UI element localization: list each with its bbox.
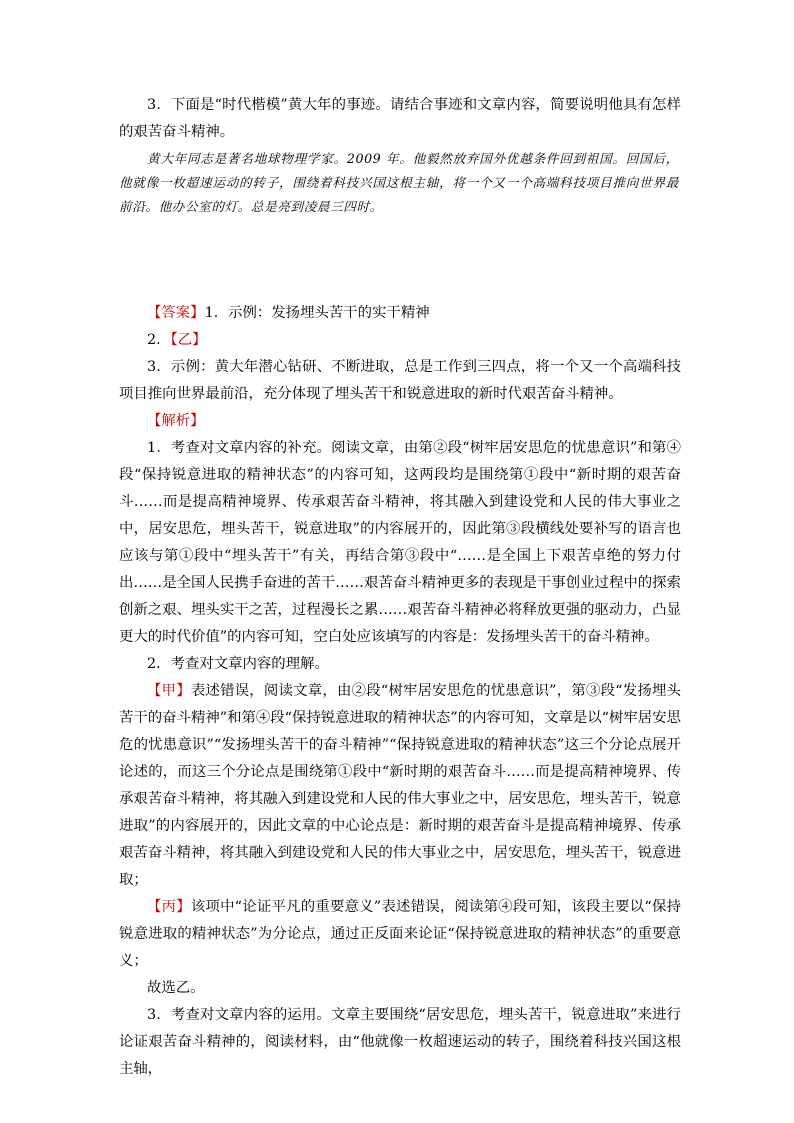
option-jia-tag: 【甲】: [147, 683, 191, 699]
option-bing-text: 该项中“论证平凡的重要意义”表述错误，阅读第④段可知，该段主要以“保持锐意进取的精神状态”为分论点，通过正反面来论证“保持锐意进取的精神状态”的重要意义；: [119, 899, 681, 969]
answer-item-2-value: 【乙】: [170, 332, 207, 348]
analysis-paragraph-6: 3．考查对文章内容的运用。文章主要围绕“居安思危，埋头苦干，锐意进取”来进行论证艰苦奋斗精神的，阅读材料，由“他就像一枚超速运动的转子，围绕着科技兴国这根主轴，: [119, 1007, 681, 1077]
answer-item-2-number: 2．: [147, 332, 171, 348]
option-bing-tag: 【丙】: [147, 899, 191, 915]
analysis-paragraph-2: 2．考查对文章内容的理解。: [147, 656, 329, 672]
answer-line-2: [119, 327, 681, 354]
question-text: [119, 92, 681, 146]
answer-section: [119, 300, 681, 1083]
analysis-paragraph-5: 故选乙。: [147, 980, 205, 996]
reading-material: [119, 147, 679, 219]
analysis-paragraph-1: 1．考查对文章内容的补充。阅读文章，由第②段“树牢居安思危的忧患意识”和第④段“保持锐意进取的精神状态”的内容可知，这两段均是围绕第①段中“新时期的艰苦奋斗……而是提高精神境界、传承艰苦奋斗精神，将其融入到建设党和人民的伟大事业之中，居安思危，埋头苦干，锐意进取”的内容展开的，因此第③段横线处要补写的语言也应该与第①段中“埋头苦干”有关，再结合第③段中“……是全国上下艰苦卓绝的努力付出……是全国人民携手奋进的苦干……艰苦奋斗精神更多的表现是干事创业过程中的探索创新之艰、埋头实干之苦，过程漫长之累……艰苦奋斗精神必将释放更强的驱动力，凸显更大的时代价值”的内容可知，空白处应该填写的内容是：发扬埋头苦干的奋斗精神。: [119, 440, 681, 645]
material-text: 黄大年同志是著名地球物理学家。2009 年。他毅然放弃国外优越条件回到祖国。回国后，他就像一枚超速运动的转子，围绕着科技兴国这根主轴，将一个又一个高端科技项目推向世界最前沿。他办公室的灯。总是亮到凌晨三四时。: [119, 151, 679, 214]
answer-line-1: [119, 300, 681, 327]
answer-item-1: 1．示例：发扬埋头苦干的实干精神: [204, 305, 430, 321]
answer-tag: 【答案】: [147, 305, 205, 321]
analysis-heading: [119, 408, 681, 435]
analysis-paragraph-4: [119, 894, 681, 975]
question-body: 下面是“时代楷模”黄大年的事迹。请结合事迹和文章内容，简要说明他具有怎样的艰苦奋斗精神。: [119, 97, 682, 140]
question-3: [119, 92, 681, 146]
question-number: 3．: [147, 97, 171, 113]
analysis-tag: 【解析】: [147, 413, 205, 429]
option-jia-text: 表述错误，阅读文章，由②段“树牢居安思危的忧患意识”，第③段“发扬埋头苦干的奋斗精神”和第④段“保持锐意进取的精神状态”的内容可知，文章是以“树牢居安思危的忧患意识”“发扬埋头苦干的奋斗精神”“保持锐意进取的精神状态”这三个分论点展开论述的，而这三个分论点是围绕第①段中“新时期的艰苦奋斗……而是提高精神境界、传承艰苦奋斗精神，将其融入到建设党和人民的伟大事业之中，居安思危，埋头苦干，锐意进取”的内容展开的，因此文章的中心论点是：新时期的艰苦奋斗是提高精神境界、传承艰苦奋斗精神，将其融入到建设党和人民的伟大事业之中，居安思危，埋头苦干，锐意进取；: [119, 683, 681, 888]
analysis-paragraph-3: [119, 678, 681, 894]
answer-item-3: 3．示例：黄大年潜心钻研、不断进取，总是工作到三四点，将一个又一个高端科技项目推向世界最前沿，充分体现了埋头苦干和锐意进取的新时代艰苦奋斗精神。: [119, 359, 681, 402]
